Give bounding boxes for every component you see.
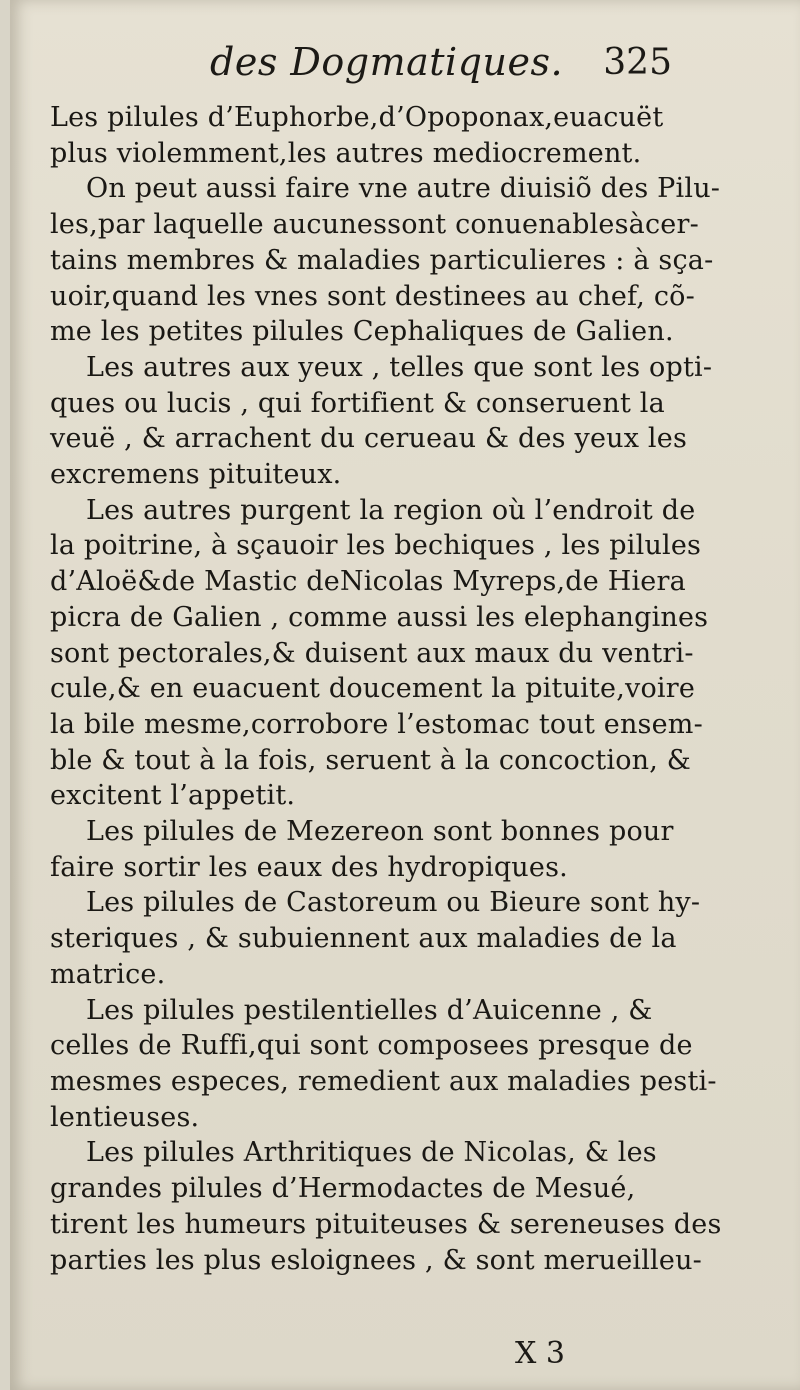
body-text: [50, 100, 722, 1278]
page-header: [10, 36, 800, 96]
text-line: tirent les humeurs pituiteuses & sereneuses des: [50, 1208, 722, 1240]
text-line: Les pilules de Mezereon sont bonnes pour: [86, 816, 674, 848]
text-line: lentieuses.: [50, 1101, 200, 1133]
text-line: mesmes especes, remedient aux maladies pesti-: [50, 1065, 717, 1097]
text-line: Les autres aux yeux , telles que sont les opti-: [86, 351, 713, 383]
text-line: cule,& en euacuent doucement la pituite,voire: [50, 673, 696, 705]
text-line: uoir,quand les vnes sont destinees au chef, cõ-: [50, 280, 695, 312]
text-line: plus violemment,les autres mediocrement.: [50, 137, 642, 169]
text-line: la poitrine, à sçauoir les bechiques , les pilules: [50, 530, 702, 562]
page-number: 325: [603, 42, 672, 83]
text-line: excitent l’appetit.: [50, 780, 296, 812]
text-line: Les pilules pestilentielles d’Auicenne , &: [86, 994, 653, 1026]
text-line: celles de Ruffi,qui sont composees presque de: [50, 1030, 693, 1062]
text-line: ques ou lucis , qui fortifient & conseruent la: [50, 387, 665, 419]
text-line: grandes pilules d’Hermodactes de Mesué,: [50, 1173, 636, 1205]
text-line: d’Aloë&de Mastic deNicolas Myreps,de Hiera: [50, 566, 686, 598]
running-head: des Dogmatiques.: [210, 40, 564, 84]
text-line: la bile mesme,corrobore l’estomac tout ensem-: [50, 708, 703, 740]
text-line: les,par laquelle aucunessont conuenablesàcer-: [50, 209, 699, 241]
text-line: steriques , & subuiennent aux maladies de la: [50, 923, 677, 955]
text-line: ble & tout à la fois, seruent à la concoction, &: [50, 744, 692, 776]
text-line: picra de Galien , comme aussi les elephangines: [50, 601, 709, 633]
text-line: On peut aussi faire vne autre diuisiõ des Pilu-: [86, 173, 721, 205]
text-line: me les petites pilules Cephaliques de Galien.: [50, 316, 674, 348]
text-line: matrice.: [50, 958, 166, 990]
page-footer: [10, 1336, 800, 1376]
text-line: tains membres & maladies particulieres : à sça-: [50, 244, 714, 276]
text-line: sont pectorales,& duisent aux maux du ventri-: [50, 637, 694, 669]
text-line: parties les plus esloignees , & sont merueilleu-: [50, 1244, 702, 1276]
text-line: excremens pituiteux.: [50, 459, 342, 491]
text-line: Les pilules d’Euphorbe,d’Opoponax,euacuët: [50, 102, 664, 133]
text-line: veuë , & arrachent du cerueau & des yeux les: [50, 423, 687, 455]
book-page: [10, 0, 800, 1390]
signature-mark: X 3: [515, 1336, 565, 1371]
text-line: faire sortir les eaux des hydropiques.: [50, 851, 568, 883]
text-line: Les pilules de Castoreum ou Bieure sont hy-: [86, 887, 701, 919]
text-line: Les autres purgent la region où l’endroit de: [86, 494, 696, 526]
text-line: Les pilules Arthritiques de Nicolas, & les: [86, 1137, 657, 1169]
